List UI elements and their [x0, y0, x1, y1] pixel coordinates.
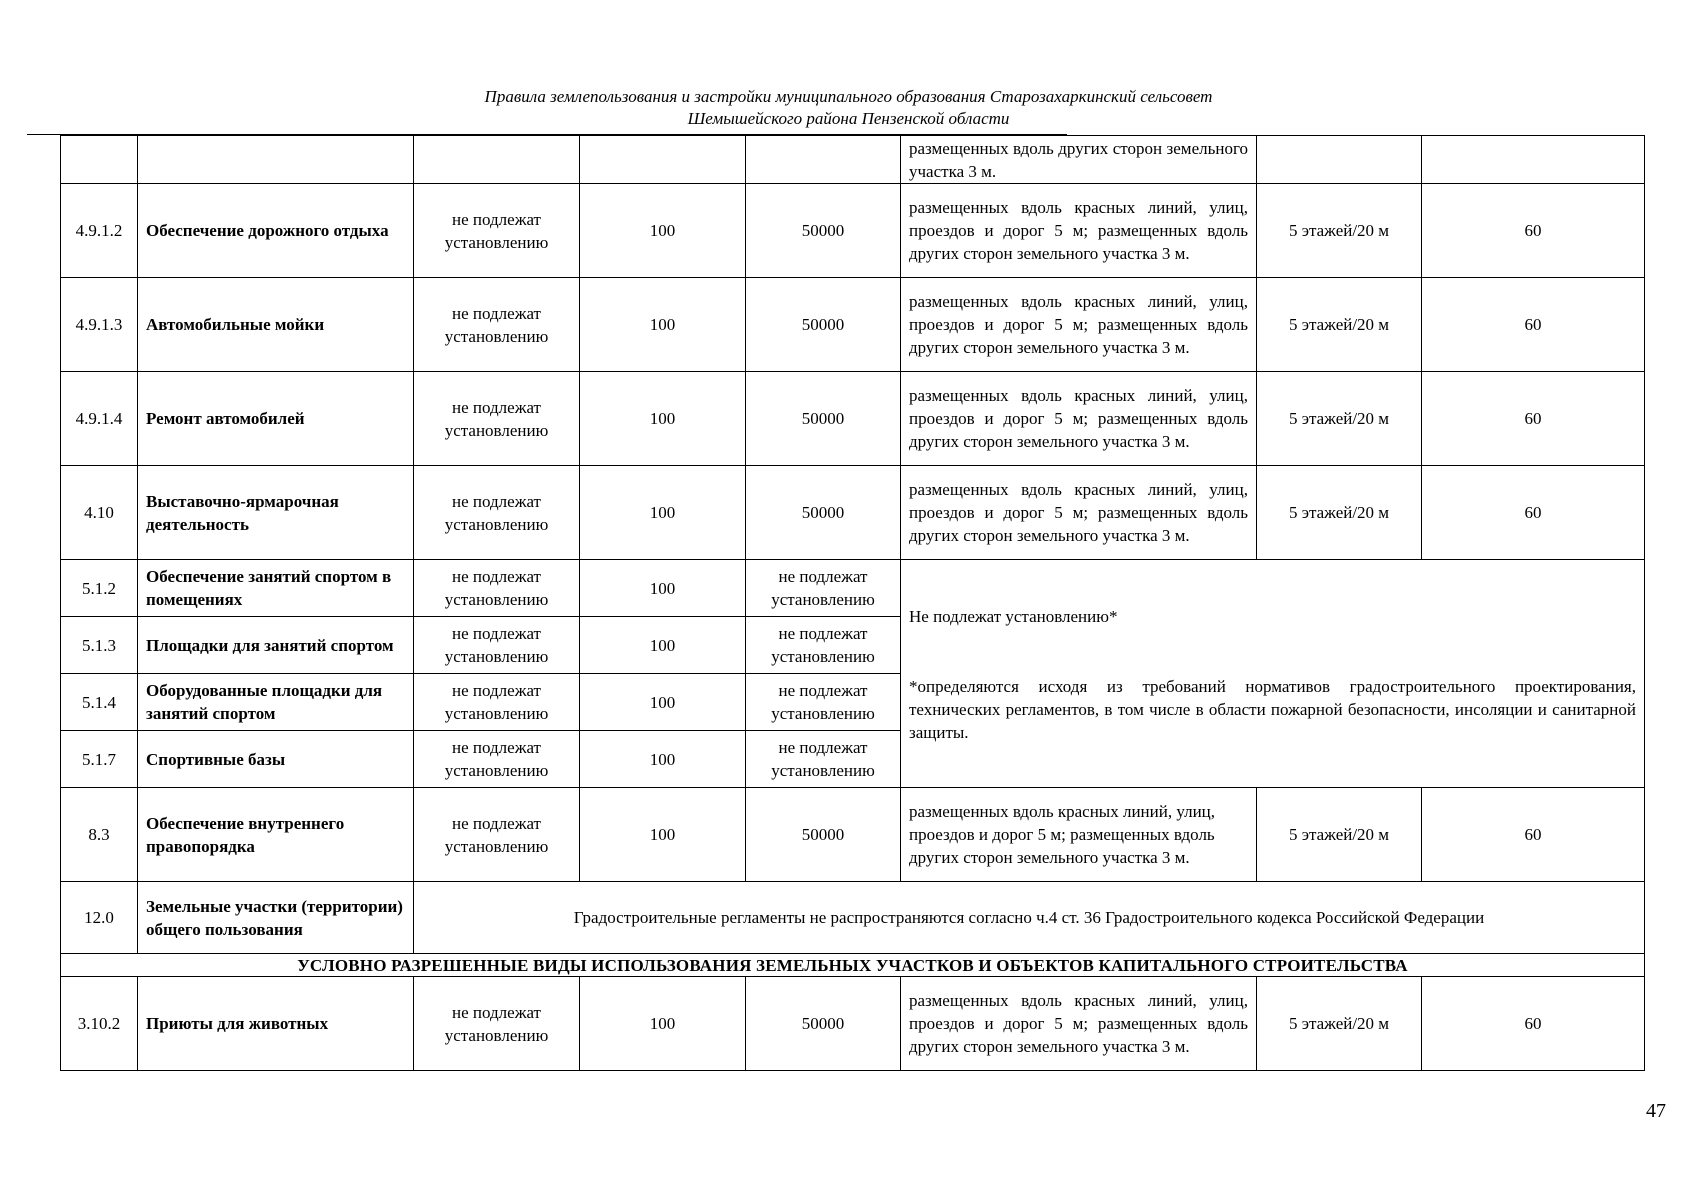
- table-cell: [746, 136, 901, 184]
- section-title: УСЛОВНО РАЗРЕШЕННЫЕ ВИДЫ ИСПОЛЬЗОВАНИЯ ЗЕМЕЛЬНЫХ УЧАСТКОВ И ОБЪЕКТОВ КАПИТАЛЬНОГО СТРОИТЕЛЬСТВА: [61, 954, 1645, 977]
- floors-cell: 5 этажей/20 м: [1257, 466, 1422, 560]
- area-min-cell: не подлежат установлению: [414, 617, 580, 674]
- table-cell: [1257, 136, 1422, 184]
- floors-cell: 5 этажей/20 м: [1257, 788, 1422, 882]
- name-cell: Выставочно-ярмарочная деятельность: [138, 466, 414, 560]
- area-min-cell: не подлежат установлению: [414, 674, 580, 731]
- area-max-cell: не подлежат установлению: [746, 674, 901, 731]
- code-cell: 4.9.1.2: [61, 184, 138, 278]
- name-cell: Обеспечение занятий спортом в помещениях: [138, 560, 414, 617]
- table-cell: [1422, 136, 1645, 184]
- name-cell: Земельные участки (территории) общего пользования: [138, 882, 414, 954]
- table-cell: [414, 136, 580, 184]
- area-max-cell: 50000: [746, 278, 901, 372]
- table-row: [61, 184, 1645, 278]
- table-row: [61, 372, 1645, 466]
- area-value-cell: 100: [580, 278, 746, 372]
- table-row: [61, 466, 1645, 560]
- name-cell: Спортивные базы: [138, 731, 414, 788]
- area-max-cell: не подлежат установлению: [746, 731, 901, 788]
- name-cell: Обеспечение дорожного отдыха: [138, 184, 414, 278]
- floors-cell: 5 этажей/20 м: [1257, 977, 1422, 1071]
- table-cell: [580, 136, 746, 184]
- setback-cell: размещенных вдоль красных линий, улиц, проездов и дорог 5 м; размещенных вдоль других сторон земельного участка 3 м.: [901, 788, 1257, 882]
- area-value-cell: 100: [580, 184, 746, 278]
- code-cell: 5.1.7: [61, 731, 138, 788]
- setback-cell: размещенных вдоль красных линий, улиц, проездов и дорог 5 м; размещенных вдоль других сторон земельного участка 3 м.: [901, 977, 1257, 1071]
- sport-footnote-cell: *определяются исходя из требований нормативов градостроительного проектирования, технических регламентов, в том числе в области пожарной безопасности, инсоляции и санитарной защиты.: [901, 674, 1645, 788]
- table-row: [61, 788, 1645, 882]
- coverage-cell: 60: [1422, 977, 1645, 1071]
- area-min-cell: не подлежат установлению: [414, 731, 580, 788]
- floors-cell: 5 этажей/20 м: [1257, 372, 1422, 466]
- area-min-cell: не подлежат установлению: [414, 560, 580, 617]
- code-cell: 4.10: [61, 466, 138, 560]
- regulation-not-applicable-cell: Градостроительные регламенты не распространяются согласно ч.4 ст. 36 Градостроительного кодекса Российской Федерации: [414, 882, 1645, 954]
- code-cell: 4.9.1.3: [61, 278, 138, 372]
- table-cell: [61, 136, 138, 184]
- setback-cell: размещенных вдоль красных линий, улиц, проездов и дорог 5 м; размещенных вдоль других сторон земельного участка 3 м.: [901, 184, 1257, 278]
- table-row: [61, 674, 1645, 731]
- area-max-cell: 50000: [746, 372, 901, 466]
- table-row: [61, 954, 1645, 977]
- coverage-cell: 60: [1422, 184, 1645, 278]
- code-cell: 4.9.1.4: [61, 372, 138, 466]
- code-cell: 5.1.2: [61, 560, 138, 617]
- code-cell: 5.1.4: [61, 674, 138, 731]
- area-min-cell: не подлежат установлению: [414, 977, 580, 1071]
- area-value-cell: 100: [580, 560, 746, 617]
- name-cell: Ремонт автомобилей: [138, 372, 414, 466]
- table-row: [61, 136, 1645, 184]
- table-row: [61, 882, 1645, 954]
- area-max-cell: не подлежат установлению: [746, 560, 901, 617]
- area-value-cell: 100: [580, 731, 746, 788]
- page-number: 47: [1646, 1100, 1666, 1122]
- name-cell: Обеспечение внутреннего правопорядка: [138, 788, 414, 882]
- area-value-cell: 100: [580, 372, 746, 466]
- name-cell: Площадки для занятий спортом: [138, 617, 414, 674]
- area-min-cell: не подлежат установлению: [414, 184, 580, 278]
- area-value-cell: 100: [580, 674, 746, 731]
- setback-cell: размещенных вдоль красных линий, улиц, проездов и дорог 5 м; размещенных вдоль других сторон земельного участка 3 м.: [901, 278, 1257, 372]
- area-value-cell: 100: [580, 977, 746, 1071]
- code-cell: 5.1.3: [61, 617, 138, 674]
- name-cell: Автомобильные мойки: [138, 278, 414, 372]
- code-cell: 8.3: [61, 788, 138, 882]
- coverage-cell: 60: [1422, 278, 1645, 372]
- table-cell: [138, 136, 414, 184]
- area-min-cell: не подлежат установлению: [414, 278, 580, 372]
- code-cell: 3.10.2: [61, 977, 138, 1071]
- sport-not-set-cell: Не подлежат установлению*: [901, 560, 1645, 674]
- header-line-2: Шемышейского района Пензенской области: [687, 109, 1010, 128]
- document-header: [0, 86, 1697, 130]
- table-row: [61, 977, 1645, 1071]
- area-value-cell: 100: [580, 788, 746, 882]
- coverage-cell: 60: [1422, 372, 1645, 466]
- area-value-cell: 100: [580, 617, 746, 674]
- area-min-cell: не подлежат установлению: [414, 466, 580, 560]
- name-cell: Оборудованные площадки для занятий спортом: [138, 674, 414, 731]
- name-cell: Приюты для животных: [138, 977, 414, 1071]
- setback-cell: размещенных вдоль других сторон земельного участка 3 м.: [901, 136, 1257, 184]
- table-row: [61, 560, 1645, 617]
- area-max-cell: 50000: [746, 788, 901, 882]
- code-cell: 12.0: [61, 882, 138, 954]
- floors-cell: 5 этажей/20 м: [1257, 184, 1422, 278]
- area-max-cell: 50000: [746, 184, 901, 278]
- floors-cell: 5 этажей/20 м: [1257, 278, 1422, 372]
- area-min-cell: не подлежат установлению: [414, 372, 580, 466]
- header-line-1: Правила землепользования и застройки муниципального образования Старозахаркинский сельсовет: [484, 87, 1213, 106]
- setback-cell: размещенных вдоль красных линий, улиц, проездов и дорог 5 м; размещенных вдоль других сторон земельного участка 3 м.: [901, 466, 1257, 560]
- area-max-cell: 50000: [746, 466, 901, 560]
- area-value-cell: 100: [580, 466, 746, 560]
- coverage-cell: 60: [1422, 788, 1645, 882]
- area-max-cell: 50000: [746, 977, 901, 1071]
- coverage-cell: 60: [1422, 466, 1645, 560]
- area-min-cell: не подлежат установлению: [414, 788, 580, 882]
- table-row: [61, 278, 1645, 372]
- setback-cell: размещенных вдоль красных линий, улиц, проездов и дорог 5 м; размещенных вдоль других сторон земельного участка 3 м.: [901, 372, 1257, 466]
- regulations-table: [60, 135, 1645, 1071]
- area-max-cell: не подлежат установлению: [746, 617, 901, 674]
